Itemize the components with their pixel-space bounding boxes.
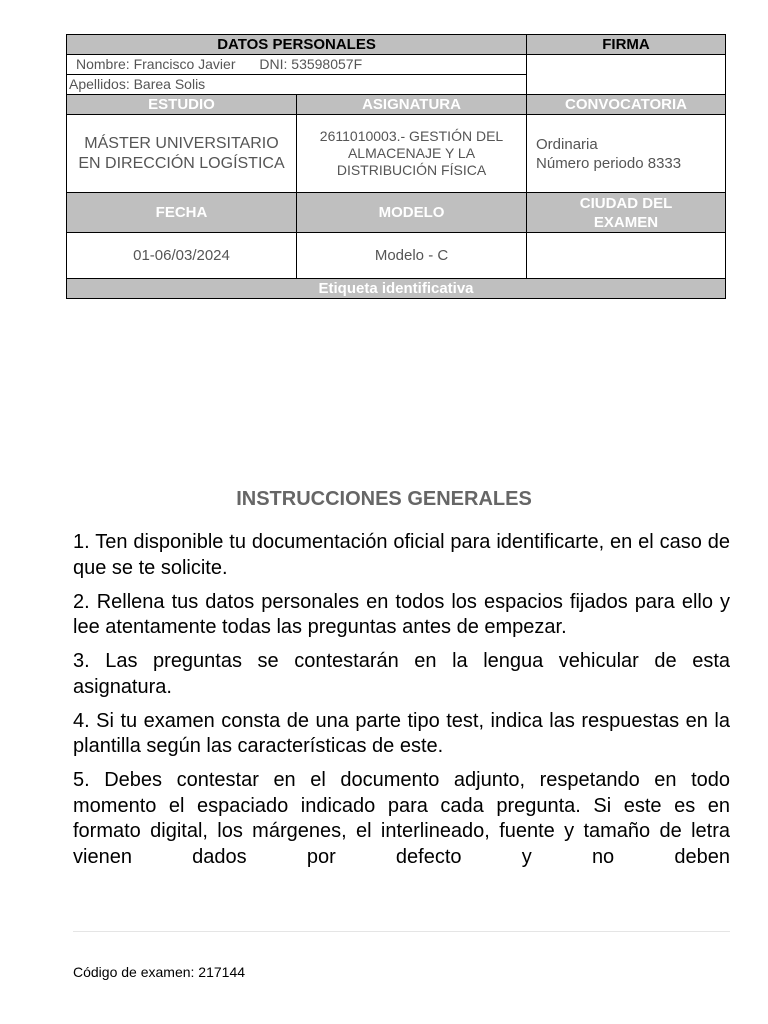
firma-box	[527, 55, 726, 95]
instruction-item-5: 5. Debes contestar en el documento adjunto, respetando en todo momento el espaciado indicado para cada pregunta. Si este es en formato digital, los márgenes, el interlineado, fuente y tamaño de letra vienen dados por defecto y no deben	[73, 769, 730, 868]
asignatura-header: ASIGNATURA	[297, 95, 527, 115]
firma-header: FIRMA	[527, 35, 726, 55]
asignatura-value	[297, 115, 527, 193]
instruction-item-3: 3. Las preguntas se contestarán en la lengua vehicular de esta asignatura.	[73, 650, 730, 698]
asignatura-line-2: ALMACENAJE Y LA	[347, 145, 476, 161]
instruction-item-1: 1. Ten disponible tu documentación oficial para identificarte, en el caso de que se te solicite.	[73, 531, 730, 579]
dni-field: DNI: 53598057F	[259, 56, 363, 72]
ciudad-header-line-2: EXAMEN	[593, 213, 659, 231]
instructions-title: INSTRUCCIONES GENERALES	[236, 488, 532, 510]
fecha-value: 01-06/03/2024	[67, 233, 297, 279]
convocatoria-value	[527, 115, 726, 193]
convocatoria-line-1: Ordinaria	[536, 135, 598, 153]
modelo-value: Modelo - C	[297, 233, 527, 279]
asignatura-line-1: 2611010003.- GESTIÓN DEL	[319, 128, 504, 144]
nombre-dni-row	[67, 55, 527, 75]
etiqueta-identificativa: Etiqueta identificativa	[67, 279, 726, 299]
estudio-line-1: MÁSTER UNIVERSITARIO	[84, 134, 279, 152]
estudio-line-2: EN DIRECCIÓN LOGÍSTICA	[78, 154, 285, 172]
instructions-list	[73, 530, 730, 879]
fecha-header: FECHA	[67, 193, 297, 233]
modelo-header: MODELO	[297, 193, 527, 233]
asignatura-line-3: DISTRIBUCIÓN FÍSICA	[336, 162, 487, 178]
apellidos-field: Apellidos: Barea Solis	[67, 75, 527, 95]
footer-divider	[73, 931, 730, 932]
exam-code: Código de examen: 217144	[73, 964, 246, 980]
instruction-item-2: 2. Rellena tus datos personales en todos los espacios fijados para ello y lee atentamente todas las preguntas antes de empezar.	[73, 590, 730, 638]
exam-header-table	[66, 34, 726, 299]
ciudad-header	[527, 193, 726, 233]
datos-personales-header: DATOS PERSONALES	[67, 35, 527, 55]
estudio-header: ESTUDIO	[67, 95, 297, 115]
convocatoria-header: CONVOCATORIA	[527, 95, 726, 115]
instruction-item-4: 4. Si tu examen consta de una parte tipo test, indica las respuestas en la plantilla según las características de este.	[73, 709, 730, 757]
ciudad-value	[527, 233, 726, 279]
convocatoria-line-2: Número periodo 8333	[536, 154, 682, 172]
estudio-value	[67, 115, 297, 193]
ciudad-header-line-1: CIUDAD DEL	[579, 194, 673, 212]
nombre-field: Nombre: Francisco Javier	[76, 56, 236, 72]
